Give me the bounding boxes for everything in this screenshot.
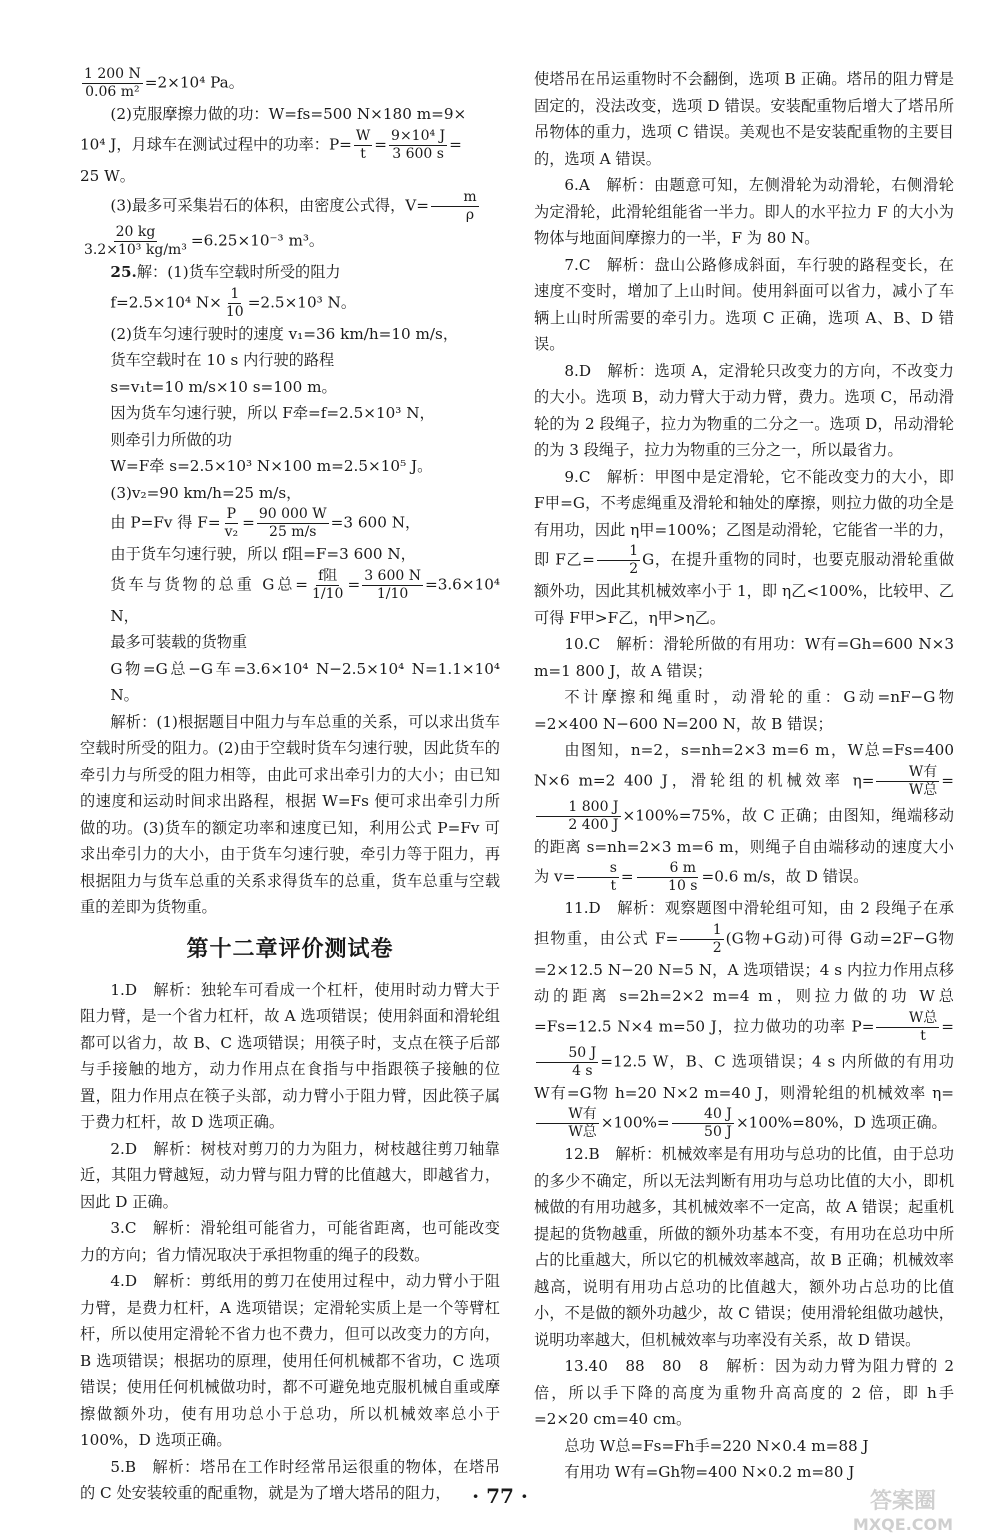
fraction: $\frac{m}{\rho}$	[431, 189, 479, 224]
text-line: $\frac{1 200 N}{\text{0.06 m²}}$ =2×10⁴ Pa。	[84, 66, 244, 100]
text-line: W=F牵 s=2.5×10³ N×100 m=2.5×10⁵ J。	[110, 457, 433, 475]
answer-8: 8.D 解析：选项 A，定滑轮只改变力的方向，不改变力的大小。选项 B，动力臂大于动力臂，费力。选项 C，吊动滑轮的为 2 段绳子，拉力为物重的二分之一。选项 D，吊动滑轮的为 3 段绳子，拉力为物重的三分之一，所以最省力。	[534, 361, 954, 459]
text-line: (2)货车匀速行驶时的速度 v₁=36 km/h=10 m/s，	[110, 324, 459, 343]
question-25-header: 25.解：(1)货车空载时所受的阻力	[110, 263, 341, 281]
text-line: 则牵引力所做的功	[110, 430, 232, 449]
fraction: $\frac{90 000 W}{25 m/s}$	[258, 506, 327, 540]
text-line: 不计摩擦和绳重时，动滑轮的重：G动=nF−G物=2×400 N−600 N=200 N，故 B 错误；	[534, 688, 954, 733]
watermark-logo	[818, 1482, 988, 1536]
fraction: $\frac{1 200 N}{\text{0.06 m²}}$	[84, 66, 141, 100]
analysis-paragraph: 解析：(1)根据题目中阻力与车总重的关系，可以求出货车空载时所受的阻力。(2)由于空载时货车匀速行驶，因此货车的牵引力与所受的阻力相等，由此可求出牵引力的大小；由已知的速度和运动时间求出路程，根据 W=Fs 便可求出牵引力所做的功。(3)货车的额定功率和速度已知，利用公式 P=Fv 可求出牵引力的大小，由于货车匀速行驶，牵引力等于阻力，再根据阻力与货车总重的关系求得货车的总重，货车总重与空载重的差即为货物重。	[80, 712, 500, 916]
answer-5: 5.B 解析：塔吊在工作时经常吊运很重的物体，在塔吊的 C 处安装较重的配重物，就是为了增大塔吊的阻力，	[80, 1457, 500, 1502]
left-column	[80, 66, 500, 1507]
answer-11: 11.D 解析：观察题图中滑轮组可知，由 2 段绳子在承担物重，由公式 F= $\frac{1}{2}$ (G物+G动)可得 G动=2F−G物=2×12.5 N−20 N=5 N，A 选项错误；4 s 内拉力作用点移动的距离 s=2h=2×2 m=4 m，则拉力做的功 W总=Fs=12.5 N×4 m=50 J，拉力做功的功率 P= $\frac{\text{W总}}{t}$ = $\frac{50 J}{4 s}$ =12.5 W，B、C 选项错误；4 s 内所做的有用功 W有=G物 h=20 N×2 m=40 J，则滑轮组的机械效率 η= $\frac{\text{W有}}{\text{W总}}$ ×100%= $\frac{40 J}{50 J}$ ×100%=80%，D 选项正确。	[534, 899, 954, 1140]
fraction: $\frac{\text{W总}}{t}$	[876, 1010, 939, 1045]
text-line: f=2.5×10⁴ N× $\frac{1}{10}$ =2.5×10³ N。	[110, 285, 357, 320]
text-line: 由于货车匀速行驶，所以 f阻=F=3 600 N，	[110, 545, 416, 563]
fraction: $\frac{s}{t}$	[577, 860, 619, 895]
fraction: $\frac{\text{9×10⁴ J}}{3 600 s}$	[391, 127, 446, 162]
text-line: 货车与货物的总重 G总= $\frac{\text{f阻}}{1/10}$ = $\frac{3 600 N}{1/10}$ =3.6×10⁴ N，	[110, 567, 500, 625]
fraction: $\frac{\text{W有}}{\text{W总}}$	[536, 1106, 599, 1141]
watermark-text: 答案圈	[869, 1489, 937, 1514]
text-line: 因为货车匀速行驶，所以 F牵=f=2.5×10³ N，	[110, 404, 435, 422]
answer-13: 13.40 88 80 8 解析：因为动力臂为阻力臂的 2 倍，所以手下降的高度为重物升高高度的 2 倍，即 h手=2×20 cm=40 cm。	[534, 1357, 954, 1428]
fraction: $\frac{\text{f阻}}{1/10}$	[312, 567, 344, 602]
answer-10: 10.C 解析：滑轮所做的有用功：W有=Gh=600 N×3 m=1 800 J，故 A 错误；	[534, 635, 954, 680]
text-line: (3)最多可采集岩石的体积，由密度公式得，V= $\frac{m}{\rho}$	[110, 189, 477, 223]
text-line: 10⁴ J，月球车在测试过程中的功率：P= $\frac{W}{t}$ = $\frac{\text{9×10⁴ J}}{3 600 s}$ =	[80, 127, 462, 162]
fraction: $\frac{50 J}{4 s}$	[536, 1045, 598, 1080]
watermark-url: MXQE.COM	[852, 1515, 954, 1534]
page-number: · 77 ·	[472, 1484, 528, 1508]
text-line: (3)v₂=90 km/h=25 m/s，	[110, 483, 302, 502]
fraction: $\frac{3 600 N}{1/10}$	[364, 567, 421, 602]
text-line: 25 W。	[80, 166, 135, 185]
fraction: $\frac{\text{W有}}{\text{W总}}$	[876, 764, 939, 799]
fraction: $\frac{6 m}{10 s}$	[636, 860, 700, 895]
text-line: 最多可装载的货物重	[110, 633, 248, 651]
answer-9: 9.C 解析：甲图中是定滑轮，它不能改变力的大小，即 F甲=G，不考虑绳重及滑轮和轴处的摩擦，则拉力做的功全是有用功，因此 η甲=100%；乙图是动滑轮，它能省一半的力，即 F乙= $\frac{1}{2}$ G，在提升重物的同时，也要克服动滑轮重做额外功，因此其机械效率小于 1，即 η乙<100%，比较甲、乙可得 F甲>F乙，η甲>η乙。	[534, 467, 955, 627]
fraction: $\frac{1}{10}$	[225, 285, 244, 320]
text-line: G物=G总−G车=3.6×10⁴ N−2.5×10⁴ N=1.1×10⁴ N。	[110, 659, 500, 704]
fraction: $\frac{W}{t}$	[355, 127, 371, 162]
answer-3: 3.C 解析：滑轮组可能省力，可能省距离，也可能改变力的方向；省力情况取决于承担物重的绳子的段数。	[80, 1219, 500, 1264]
answer-4: 4.D 解析：剪纸用的剪刀在使用过程中，动力臂小于阻力臂，是费力杠杆，A 选项错误；定滑轮实质上是一个等臂杠杆，所以使用定滑轮不省力也不费力，但可以改变力的方向，B 选项错误；根据功的原理，使用任何机械都不省功，C 选项错误；使用任何机械做功时，都不可避免地克服机械自重或摩擦做额外功，使有用功总小于总功，所以机械效率总小于 100%，D 选项正确。	[80, 1272, 500, 1449]
text-line: s=v₁t=10 m/s×10 s=100 m。	[110, 377, 337, 396]
fraction: $\frac{20 kg}{\text{3.2×10³ kg/m³}}$	[84, 224, 187, 258]
fraction: $\frac{1}{2}$	[597, 543, 640, 578]
text-line: 由图知，n=2，s=nh=2×3 m=6 m，W总=Fs=400 N×6 m=2 400 J，滑轮组的机械效率 η= $\frac{\text{W有}}{\text{W总}}$ = $\frac{1 800 J}{2 400 J}$ ×100%=75%，故 C 正确；由图知，绳端移动的距离 s=nh=2×3 m=6 m，则绳子自由端移动的速度大小为 v= $\frac{s}{t}$ = $\frac{6 m}{10 s}$ =0.6 m/s，故 D 错误。	[534, 741, 954, 894]
answer-5-continued: 使塔吊在吊运重物时不会翻倒，选项 B 正确。塔吊的阻力臂是固定的，没法改变，选项 D 错误。安装配重物后增大了塔吊所吊物体的重力，选项 C 错误。美观也不是安装配重物的主要目的，选项 A 错误。	[534, 70, 954, 168]
text-line: 由 P=Fv 得 F= $\frac{P}{\text{v₂}}$ = $\frac{90 000 W}{25 m/s}$ =3 600 N，	[110, 506, 421, 540]
text-line: $\frac{20 kg}{\text{3.2×10³ kg/m³}}$ =6.25×10⁻³ m³。	[84, 224, 325, 258]
answer-7: 7.C 解析：盘山公路修成斜面，车行驶的路程变长，在速度不变时，增加了上山时间。使用斜面可以省力，减小了车辆上山时所需要的牵引力。选项 C 正确，选项 A、B、D 错误。	[534, 255, 954, 353]
answer-6: 6.A 解析：由题意可知，左侧滑轮为动滑轮，右侧滑轮为定滑轮，此滑轮组能省一半力。即人的水平拉力 F 的大小为物体与地面间摩擦力的一半，F 为 80 N。	[534, 176, 954, 247]
text-line: 总功 W总=Fs=Fh手=220 N×0.4 m=88 J	[564, 1436, 869, 1455]
fraction: $\frac{P}{\text{v₂}}$	[224, 506, 239, 540]
section-title: 第十二章评价测试卷	[186, 936, 394, 962]
text-line: 有用功 W有=Gh物=400 N×0.2 m=80 J	[564, 1463, 855, 1481]
text-line: 货车空载时在 10 s 内行驶的路程	[110, 351, 335, 369]
fraction: $\frac{1}{2}$	[680, 922, 723, 957]
fraction: $\frac{40 J}{50 J}$	[672, 1106, 734, 1141]
right-column	[534, 66, 954, 1486]
answer-1: 1.D 解析：独轮车可看成一个杠杆，使用时动力臂大于阻力臂，是一个省力杠杆，故 A 选项错误；使用斜面和滑轮组都可以省力，故 B、C 选项错误；用筷子时，支点在筷子后部与手接触的地方，动力作用点在食指与中指跟筷子接触的位置，阻力作用点在筷子头部，动力臂小于阻力臂，因此筷子属于费力杠杆，故 D 选项正确。	[80, 980, 500, 1131]
fraction: $\frac{1 800 J}{2 400 J}$	[536, 799, 621, 834]
answer-2: 2.D 解析：树枝对剪刀的力为阻力，树枝越往剪刀轴靠近，其阻力臂越短，动力臂与阻力臂的比值越大，即越省力，因此 D 正确。	[80, 1139, 500, 1211]
answer-12: 12.B 解析：机械效率是有用功与总功的比值，由于总功的多少不确定，所以无法判断有用功与总功比值的大小，即机械做的有用功越多，其机械效率不一定高，故 A 错误；起重机提起的货物越重，所做的额外功基本不变，有用功在总功中所占的比重越大，所以它的机械效率越高，故 B 正确；机械效率越高，说明有用功占总功的比值越大，额外功占总功的比值小，不是做的额外功越少，故 C 错误；使用滑轮组做功越快，说明功率越大，但机械效率与功率没有关系，故 D 错误。	[534, 1145, 954, 1349]
text-line: (2)克服摩擦力做的功：W=fs=500 N×180 m=9×	[110, 105, 467, 123]
